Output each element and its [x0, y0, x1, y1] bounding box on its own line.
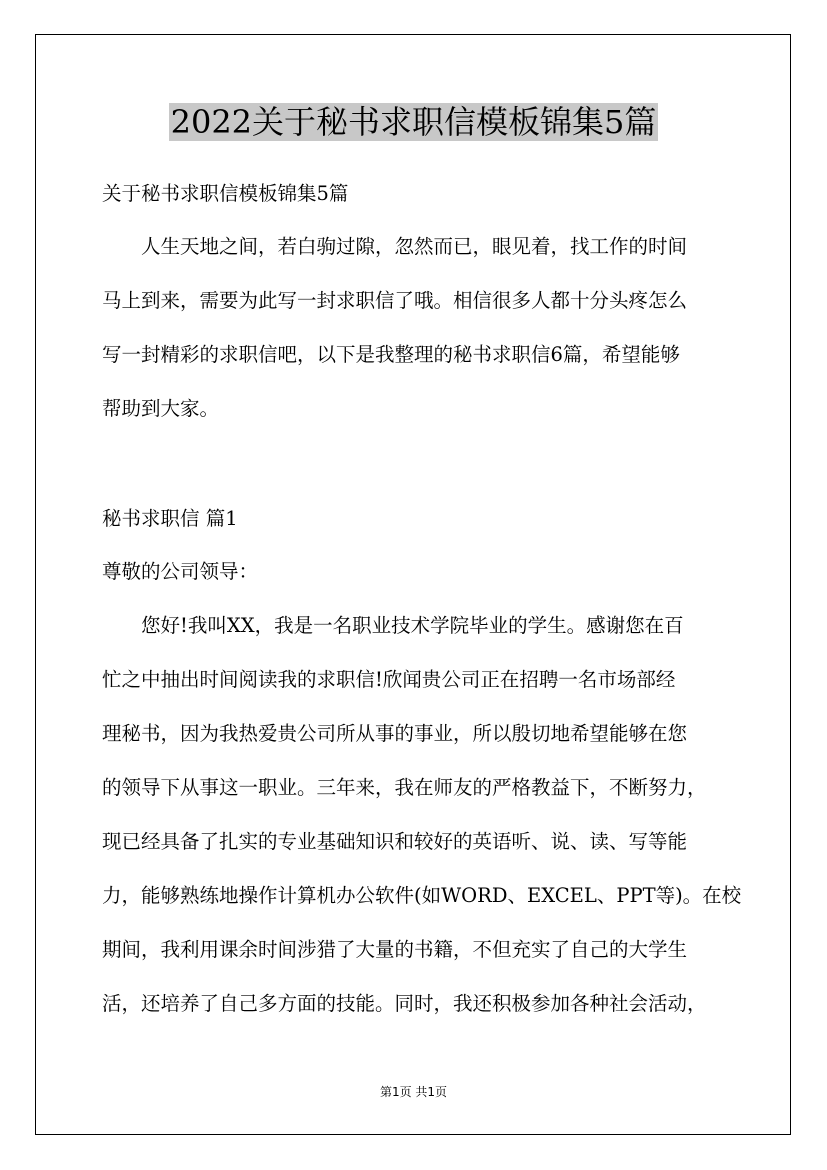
- intro-line: 帮助到大家。: [102, 397, 220, 420]
- subtitle: 关于秘书求职信模板锦集5篇: [102, 182, 349, 205]
- page-number: 第1页 共1页: [379, 1085, 448, 1099]
- salutation: 尊敬的公司领导：: [102, 560, 259, 583]
- intro-line: 人生天地之间，若白驹过隙，忽然而已，眼见着，找工作的时间: [141, 235, 688, 258]
- body-line: 理秘书，因为我热爱贵公司所从事的事业，所以殷切地希望能够在您: [102, 722, 688, 745]
- intro-line: 马上到来，需要为此写一封求职信了哦。相信很多人都十分头疼怎么: [102, 289, 688, 312]
- document-title: 2022关于秘书求职信模板锦集5篇: [170, 103, 657, 141]
- body-line: 期间，我利用课余时间涉猎了大量的书籍，不但充实了自己的大学生: [102, 938, 688, 961]
- body-line: 忙之中抽出时间阅读我的求职信!欣闻贵公司正在招聘一名市场部经: [102, 668, 676, 691]
- body-line: 活，还培养了自己多方面的技能。同时，我还积极参加各种社会活动，: [102, 992, 707, 1015]
- body-line: 现已经具备了扎实的专业基础知识和较好的英语听、说、读、写等能: [102, 830, 688, 853]
- section-heading: 秘书求职信 篇1: [102, 507, 238, 530]
- intro-line: 写一封精彩的求职信吧，以下是我整理的秘书求职信6篇，希望能够: [102, 343, 680, 366]
- body-line: 力，能够熟练地操作计算机办公软件(如WORD、EXCEL、PPT等)。在校: [102, 884, 742, 907]
- body-line: 您好!我叫XX，我是一名职业技术学院毕业的学生。感谢您在百: [141, 614, 684, 637]
- body-line: 的领导下从事这一职业。三年来，我在师友的严格教益下，不断努力，: [102, 776, 707, 799]
